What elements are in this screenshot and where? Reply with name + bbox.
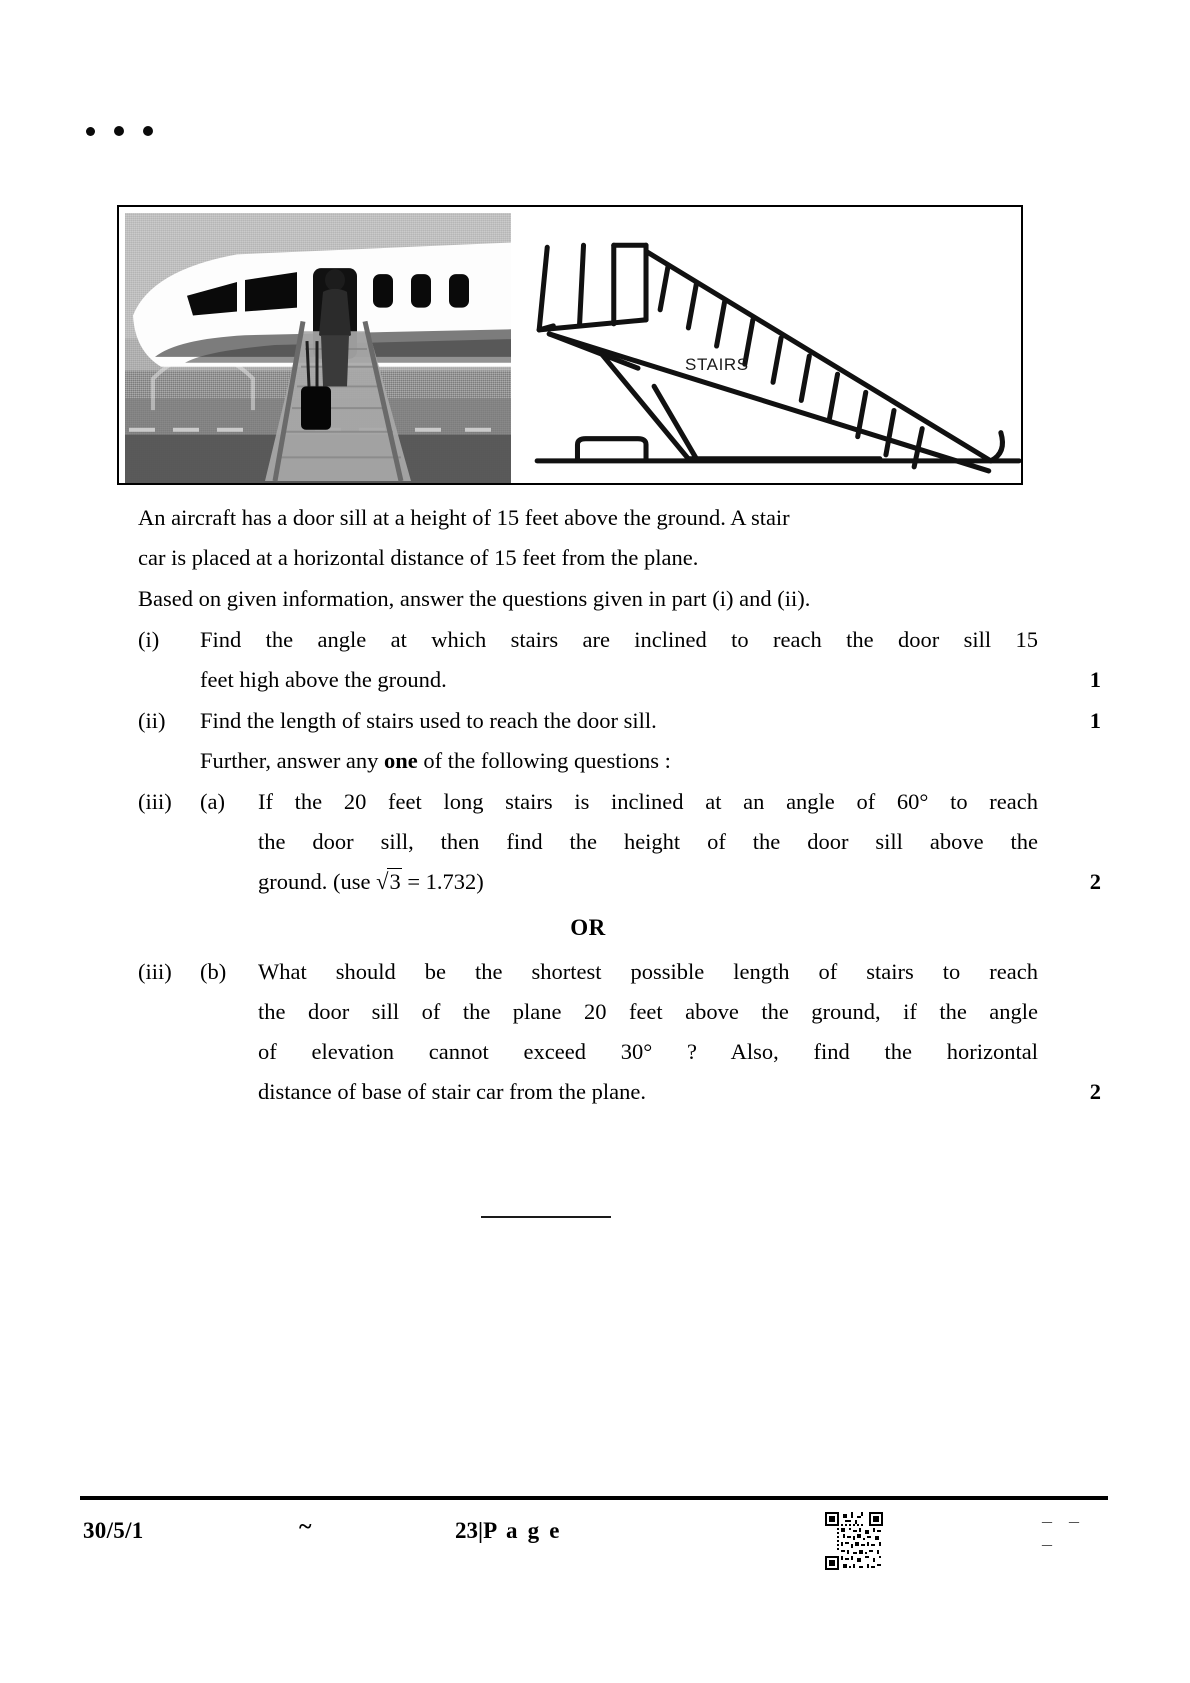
stair-car-diagram bbox=[517, 207, 1021, 483]
question-iii-a-marks: 2 bbox=[1089, 869, 1101, 894]
bullet-dot-icon bbox=[86, 127, 95, 136]
question-iii-b-line-2: the door sill of the plane 20 feet above the ground, if the angle bbox=[258, 999, 1038, 1024]
question-iii-a-line-2: the door sill, then find the height of the door sill above the bbox=[258, 829, 1038, 854]
question-iii-b-line-3: of elevation cannot exceed 30° ? Also, find the horizontal bbox=[258, 1039, 1038, 1064]
sqrt-radicand: 3 bbox=[389, 869, 401, 894]
question-i bbox=[138, 620, 1101, 700]
page-separator: | bbox=[478, 1518, 484, 1543]
question-i-label: (i) bbox=[138, 627, 160, 652]
question-iii-b-marks: 2 bbox=[1089, 1079, 1101, 1104]
question-body bbox=[138, 498, 1101, 1112]
page-indicator bbox=[455, 1518, 562, 1544]
instruction-line: Based on given information, answer the questions given in part (i) and (ii). bbox=[138, 586, 811, 611]
or-separator: OR bbox=[570, 915, 606, 940]
question-iii-b-label: (iii) bbox=[138, 959, 172, 984]
question-iii-a bbox=[138, 782, 1101, 902]
question-iii-a-line-3 bbox=[258, 862, 1038, 902]
aircraft-photo-image bbox=[125, 213, 511, 483]
tilde-mark: ~ bbox=[299, 1514, 312, 1540]
figure-frame bbox=[117, 205, 1023, 485]
question-i-line-1: Find the angle at which stairs are inclined to reach the door sill 15 bbox=[200, 627, 1038, 652]
intro-line-2: car is placed at a horizontal distance of 15 feet from the plane. bbox=[138, 545, 699, 570]
question-ii-line-1: Find the length of stairs used to reach the door sill. bbox=[200, 708, 657, 733]
paper-code: 30/5/1 bbox=[83, 1518, 144, 1543]
page-word: P a g e bbox=[483, 1518, 562, 1543]
page-footer bbox=[80, 1508, 1108, 1578]
question-ii-marks: 1 bbox=[1089, 708, 1101, 733]
question-ii bbox=[138, 701, 1101, 741]
further-before: Further, answer any bbox=[200, 748, 385, 773]
page-number: 23 bbox=[455, 1518, 478, 1543]
stairs-label: STAIRS bbox=[685, 355, 749, 374]
question-iii-a-line-1: If the 20 feet long stairs is inclined at an angle of 60° to reach bbox=[258, 789, 1038, 814]
sqrt-expression: √3 bbox=[376, 869, 401, 894]
further-instruction bbox=[200, 741, 1038, 781]
question-iii-b bbox=[138, 952, 1101, 1112]
question-iii-b-text bbox=[258, 952, 1038, 1112]
bullet-dots bbox=[86, 126, 153, 136]
section-divider bbox=[481, 1216, 611, 1218]
question-iii-b-line-4: distance of base of stair car from the plane. bbox=[258, 1079, 646, 1104]
question-ii-text bbox=[200, 701, 1038, 741]
stair-car-drawing bbox=[517, 207, 1021, 483]
footer-rule bbox=[80, 1496, 1108, 1500]
intro-line-1: An aircraft has a door sill at a height of 15 feet above the ground. A stair bbox=[138, 505, 790, 530]
footer-dashes: – – – bbox=[1042, 1510, 1085, 1555]
aircraft-photo bbox=[119, 207, 517, 483]
question-iii-a-sublabel: (a) bbox=[200, 789, 225, 814]
further-bold-one: one bbox=[384, 748, 418, 773]
bullet-dot-icon bbox=[143, 126, 153, 136]
bullet-dot-icon bbox=[114, 126, 124, 136]
question-iii-b-sublabel: (b) bbox=[200, 959, 227, 984]
intro-paragraph bbox=[138, 498, 1038, 578]
qr-code-svg bbox=[825, 1512, 883, 1570]
question-iii-a-label: (iii) bbox=[138, 789, 172, 814]
question-ii-label: (ii) bbox=[138, 708, 166, 733]
question-i-marks: 1 bbox=[1089, 667, 1101, 692]
sqrt-suffix: = 1.732) bbox=[401, 869, 484, 894]
question-i-text bbox=[200, 620, 1038, 700]
question-iii-b-line-1: What should be the shortest possible length of stairs to reach bbox=[258, 959, 1038, 984]
sqrt-prefix: ground. (use bbox=[258, 869, 377, 894]
question-iii-a-text bbox=[258, 782, 1038, 902]
question-i-line-2: feet high above the ground. bbox=[200, 667, 447, 692]
further-after: of the following questions : bbox=[417, 748, 671, 773]
qr-code-icon bbox=[825, 1512, 883, 1570]
